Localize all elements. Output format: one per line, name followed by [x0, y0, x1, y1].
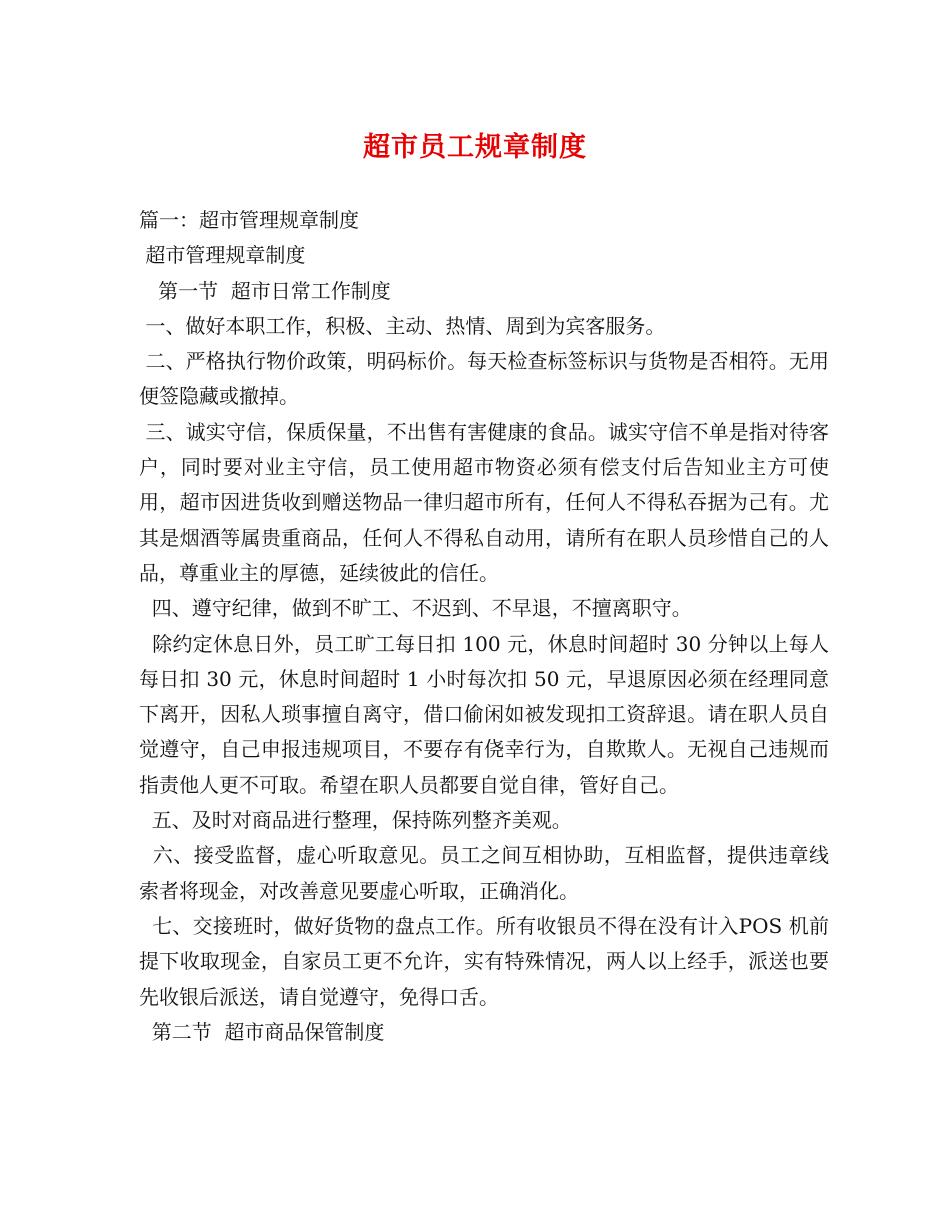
- section-heading-2: 第二节 超市商品保管制度: [139, 1019, 385, 1044]
- rule-item-3: 三、诚实守信，保质保量，不出售有害健康的食品。诚实守信不单是指对待客户，同时要对业主守信，员工使用超市物资必须有偿支付后告知业主方可使用，超市因进货收到赠送物品一律归超市所有，任何人不得私吞据为己有。尤其是烟酒等属贵重商品，任何人不得私自动用，请所有在职人员珍惜自己的人品，尊重业主的厚德，延续彼此的信任。: [139, 419, 830, 585]
- rule-item-4: 四、遵守纪律，做到不旷工、不迟到、不早退，不擅离职守。: [139, 596, 692, 621]
- rule-item-2: 二、严格执行物价政策，明码标价。每天检查标签标识与货物是否相符。无用便签隐藏或撤掉。: [139, 349, 830, 409]
- section-heading-1: 第一节 超市日常工作制度: [139, 278, 391, 303]
- rule-item-4-detail: 除约定休息日外，员工旷工每日扣 100 元，休息时间超时 30 分钟以上每人每日扣 30 元，休息时间超时 1 小时每次扣 50 元，早退原因必须在经理同意下离开，因私人琐事擅自离守，借口偷闲如被发现扣工资辞退。请在职人员自觉遵守，自己申报违规项目，不要存有侥幸行为，自欺欺人。无视自己违规而指责他人更不可取。希望在职人员都要自觉自律，管好自己。: [139, 631, 829, 797]
- rule-item-1: 一、做好本职工作，积极、主动、热情、周到为宾客服务。: [139, 313, 666, 338]
- document-title: 超市员工规章制度: [363, 132, 587, 163]
- document-body: [139, 203, 829, 1050]
- subtitle: 超市管理规章制度: [139, 243, 306, 268]
- rule-item-5: 五、及时对商品进行整理，保持陈列整齐美观。: [139, 808, 572, 833]
- rule-item-6: 六、接受监督，虚心听取意见。员工之间互相协助，互相监督，提供违章线索者将现金，对改善意见要虚心听取，正确消化。: [139, 843, 829, 903]
- rule-item-7: 七、交接班时，做好货物的盘点工作。所有收银员不得在没有计入POS 机前提下收取现金，自家员工更不允许，实有特殊情况，两人以上经手，派送也要先收银后派送，请自觉遵守，免得口舌。: [139, 913, 829, 1009]
- chapter-heading: 篇一：超市管理规章制度: [139, 208, 359, 232]
